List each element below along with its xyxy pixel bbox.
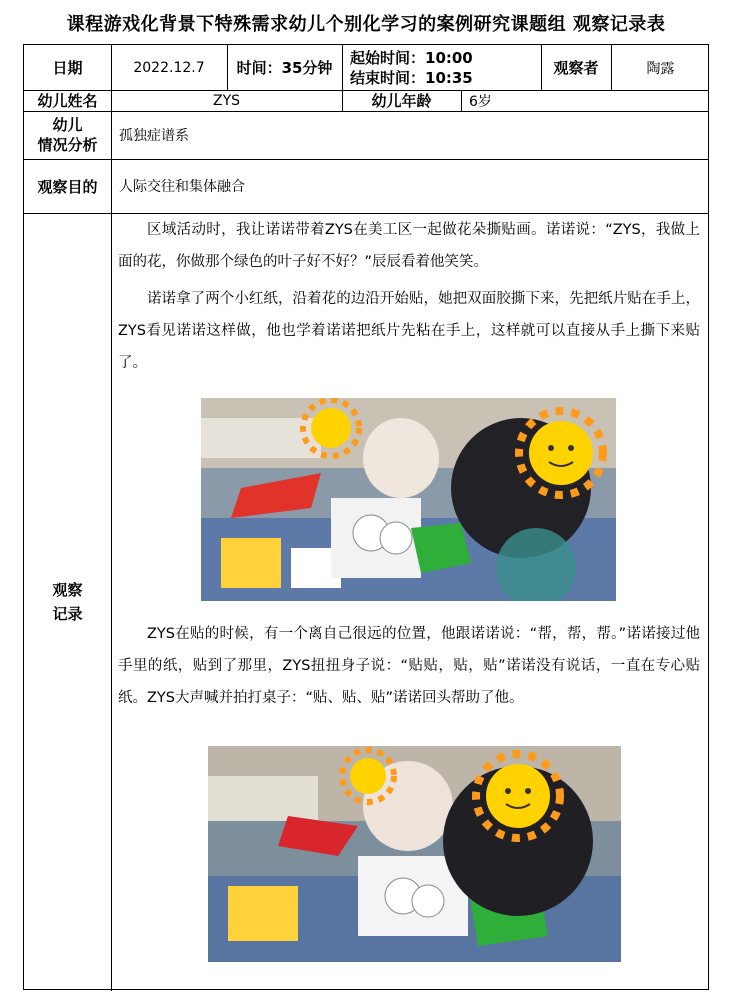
record-label-line2: 记录 (52, 605, 83, 623)
record-label-line1: 观察 (52, 581, 83, 599)
photo-scene-2 (208, 746, 621, 962)
duration-label: 时间：35分钟 (236, 59, 333, 77)
date-label: 日期 (52, 59, 83, 77)
photo-scene-1 (201, 398, 616, 601)
record-paragraph-2: 诺诺拿了两个小红纸，沿着花的边沿开始贴，她把双面胶撕下来，先把纸片贴在手上，ZYS看见诺诺这样做，他也学着诺诺把纸片先粘在手上，这样就可以直接从手上撕下来贴了。 (118, 291, 700, 371)
analysis-label (24, 111, 111, 159)
page-title: 课程游戏化背景下特殊需求幼儿个别化学习的案例研究课题组 观察记录表 (66, 14, 666, 35)
record-paragraph-1: 区域活动时，我让诺诺带着ZYS在美工区一起做花朵撕贴画。诺诺说：“ZYS，我做上面的花，你做那个绿色的叶子好不好？”辰辰看着他笑笑。 (118, 222, 700, 270)
observer-value: 陶露 (646, 60, 675, 77)
observer-label: 观察者 (553, 59, 599, 77)
purpose-value: 人际交往和集体融合 (119, 179, 245, 195)
time-range (342, 45, 541, 90)
record-paragraph-3: ZYS在贴的时候，有一个离自己很远的位置，他跟诺诺说：“帮，帮，帮。”诺诺接过他手里的纸，贴到了那里，ZYS扭扭身子说：“贴贴，贴，贴”诺诺没有说话，一直在专心贴纸。ZYS大声喊并拍打桌子：“贴、贴、贴”诺诺回头帮助了他。 (118, 626, 700, 706)
end-time: 结束时间：10:35 (350, 68, 473, 87)
child-name-value: ZYS (212, 92, 241, 109)
record-label (24, 213, 111, 991)
date-value: 2022.12.7 (133, 59, 205, 76)
purpose-label: 观察目的 (37, 177, 98, 196)
child-age-value: 6岁 (469, 93, 492, 110)
analysis-value: 孤独症谱系 (119, 128, 189, 144)
analysis-label-line2: 情况分析 (37, 136, 98, 154)
analysis-label-line1: 幼儿 (52, 116, 83, 134)
activity-photo-1 (201, 398, 616, 601)
activity-photo-2 (208, 746, 621, 962)
child-name-label: 幼儿姓名 (37, 92, 98, 110)
child-age-label: 幼儿年龄 (371, 92, 432, 110)
start-time: 起始时间：10:00 (350, 48, 473, 67)
